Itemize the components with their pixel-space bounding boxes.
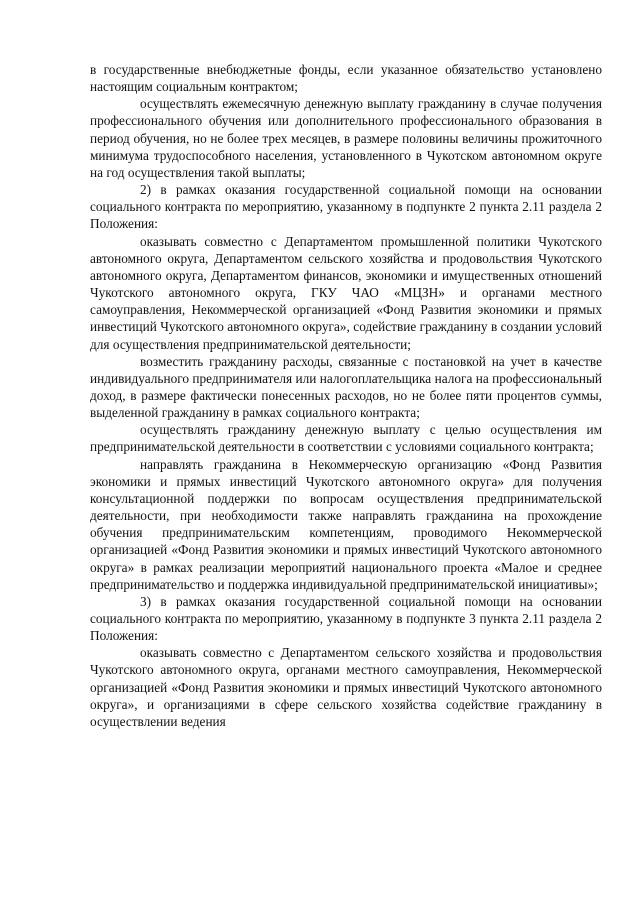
paragraph-reimburse-registration: возместить гражданину расходы, связанные с постановкой на учет в качестве индивидуального предпринимателя или налогоплательщика налога на профессиональный доход, в размере фактически понесенных расходов, но не более пяти процентов суммы, выделенной гражданину в рамках социального контракта; — [90, 353, 602, 421]
document-page — [90, 61, 602, 730]
paragraph-item-3-heading: 3) в рамках оказания государственной социальной помощи на основании социального контракта по мероприятию, указанному в подпункте 3 пункта 2.11 раздела 2 Положения: — [90, 593, 602, 644]
paragraph-continuation: в государственные внебюджетные фонды, если указанное обязательство установлено настоящим социальным контрактом; — [90, 62, 602, 95]
paragraph-agriculture-assistance: оказывать совместно с Департаментом сельского хозяйства и продовольствия Чукотского автономного округа, органами местного самоуправления, Некоммерческой организацией «Фонд Развития экономики и прямых инвестиций Чукотского автономного округа», и организациями в сфере сельского хозяйства содействие гражданину в осуществлении ведения — [90, 645, 602, 729]
paragraph-monthly-payment-training: осуществлять ежемесячную денежную выплату гражданину в случае получения профессионального обучения или дополнительного профессионального образования в период обучения, но не более трех месяцев, в размере половины величины прожиточного минимума трудоспособного населения, установленного в Чукотском автономном округе на год осуществления такой выплаты; — [90, 96, 602, 180]
paragraph-item-2-heading: 2) в рамках оказания государственной социальной помощи на основании социального контракта по мероприятию, указанному в подпункте 2 пункта 2.11 раздела 2 Положения: — [90, 182, 602, 232]
paragraph-business-payment: осуществлять гражданину денежную выплату с целью осуществления им предпринимательской деятельности в соответствии с условиями социального контракта; — [90, 422, 602, 455]
paragraph-assist-business-conditions: оказывать совместно с Департаментом промышленной политики Чукотского автономного округа, Департаментом сельского хозяйства и продовольствия Чукотского автономного округа, Департаментом финансов, экономики и имущественных отношений Чукотского автономного округа, ГКУ ЧАО «МЦЗН» и органами местного самоуправления, Некоммерческой организацией «Фонд Развития экономики и прямых инвестиций Чукотского автономного округа», содействие гражданину в создании условий для осуществления предпринимательской деятельности; — [90, 233, 602, 352]
paragraph-refer-to-fund: направлять гражданина в Некоммерческую организацию «Фонд Развития экономики и прямых инвестиций Чукотского автономного округа» для получения консультационной поддержки по вопросам осуществления предпринимательской деятельности, при необходимости также направлять гражданина на прохождение обучения предпринимательским компетенциям, проводимого Некоммерческой организацией «Фонд Развития экономики и прямых инвестиций Чукотского автономного округа» в рамках реализации мероприятий национального проекта «Малое и среднее предпринимательство и поддержка индивидуальной предпринимательской инициативы»; — [90, 456, 602, 592]
